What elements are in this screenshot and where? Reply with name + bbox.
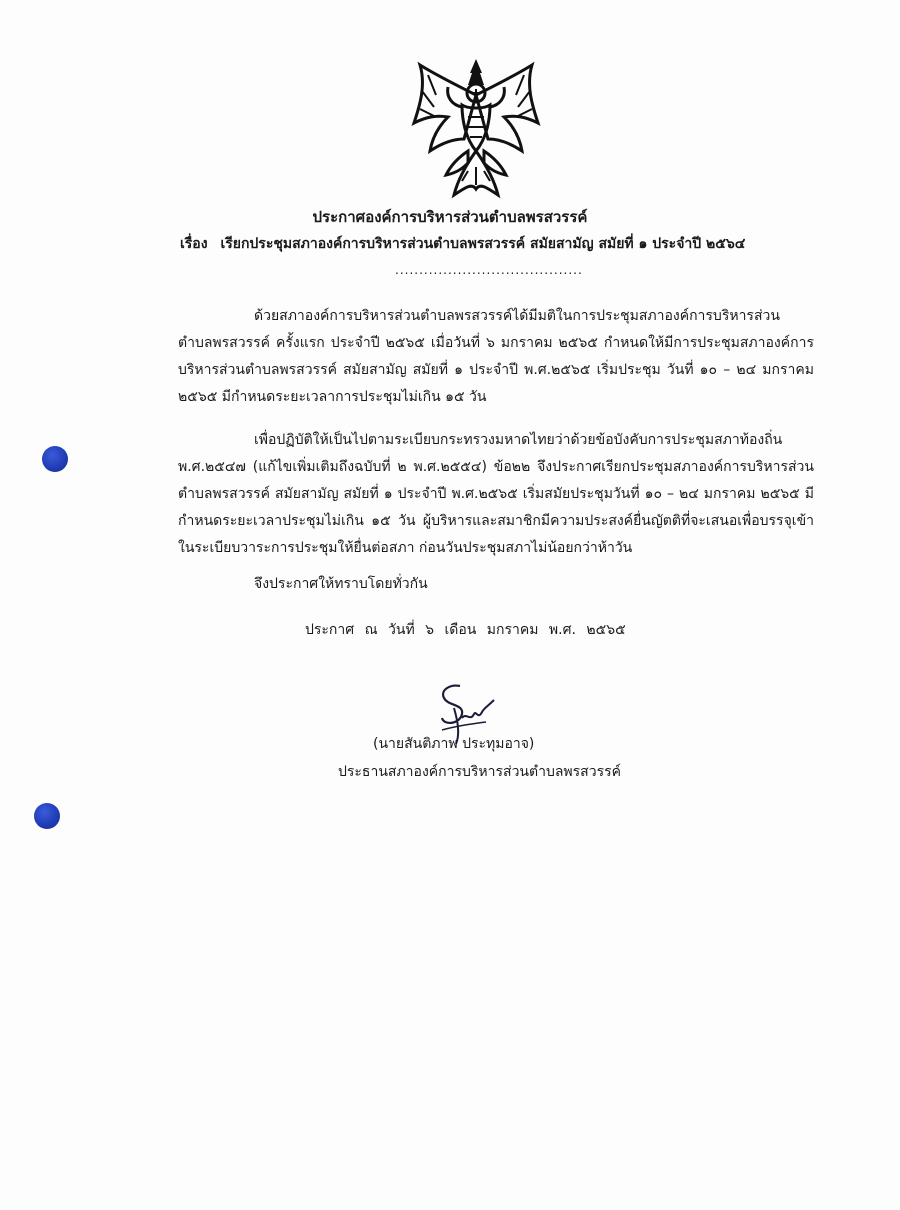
subject-text: เรียกประชุมสภาองค์การบริหารส่วนตำบลพรสวรรค์ สมัยสามัญ สมัยที่ ๑ ประจำปี ๒๕๖๔ [220,236,746,252]
announcement-date: ประกาศ ณ วันที่ ๖ เดือน มกราคม พ.ศ. ๒๕๖๕ [305,622,626,638]
body-paragraph-2 [178,427,814,562]
closing-statement: จึงประกาศให้ทราบโดยทั่วกัน [254,576,428,592]
announcement-title: ประกาศองค์การบริหารส่วนตำบลพรสวรรค์ [312,208,588,226]
signer-name: (นายสันติภาพ ประทุมอาจ) [373,736,535,752]
paragraph-2-text: เพื่อปฏิบัติให้เป็นไปตามระเบียบกระทรวงมหาดไทยว่าด้วยข้อบังคับการประชุมสภาท้องถิ่น พ.ศ.๒๕๔๗ (แก้ไขเพิ่มเติมถึงฉบับที่ ๒ พ.ศ.๒๕๕๔) ข้อ๒๒ จึงประกาศเรียกประชุมสภาองค์การบริหารส่วนตำบลพรสวรรค์ สมัยสามัญ สมัยที่ ๑ ประจำปี พ.ศ.๒๕๖๕ เริ่มสมัยประชุมวันที่ ๑๐ – ๒๔ มกราคม ๒๕๖๕ มีกำหนดระยะเวลาประชุมไม่เกิน ๑๕ วัน ผู้บริหารและสมาชิกมีความประสงค์ยื่นญัตติที่จะเสนอเพื่อบรรจุเข้าในระเบียบวาระการประชุมให้ยื่นต่อสภา ก่อนวันประชุมสภาไม่น้อยกว่าห้าวัน [178,432,814,556]
body-paragraph-1 [178,303,814,411]
signer-position: ประธานสภาองค์การบริหารส่วนตำบลพรสวรรค์ [338,764,621,780]
garuda-emblem-icon [406,55,546,205]
header-separator: ....................................... [395,263,583,277]
announcement-subject [180,234,820,254]
subject-label: เรื่อง [180,236,208,252]
paragraph-1-text: ด้วยสภาองค์การบริหารส่วนตำบลพรสวรรค์ได้มีมติในการประชุมสภาองค์การบริหารส่วนตำบลพรสวรรค์ ครั้งแรก ประจำปี ๒๕๖๕ เมื่อวันที่ ๖ มกราคม ๒๕๖๕ กำหนดให้มีการประชุมสภาองค์การบริหารส่วนตำบลพรสวรรค์ สมัยสามัญ สมัยที่ ๑ ประจำปี พ.ศ.๒๕๖๕ เริ่มประชุม วันที่ ๑๐ – ๒๔ มกราคม ๒๕๖๕ มีกำหนดระยะเวลาการประชุมไม่เกิน ๑๕ วัน [178,308,814,405]
punch-hole-bottom [34,803,60,829]
punch-hole-top [42,446,68,472]
